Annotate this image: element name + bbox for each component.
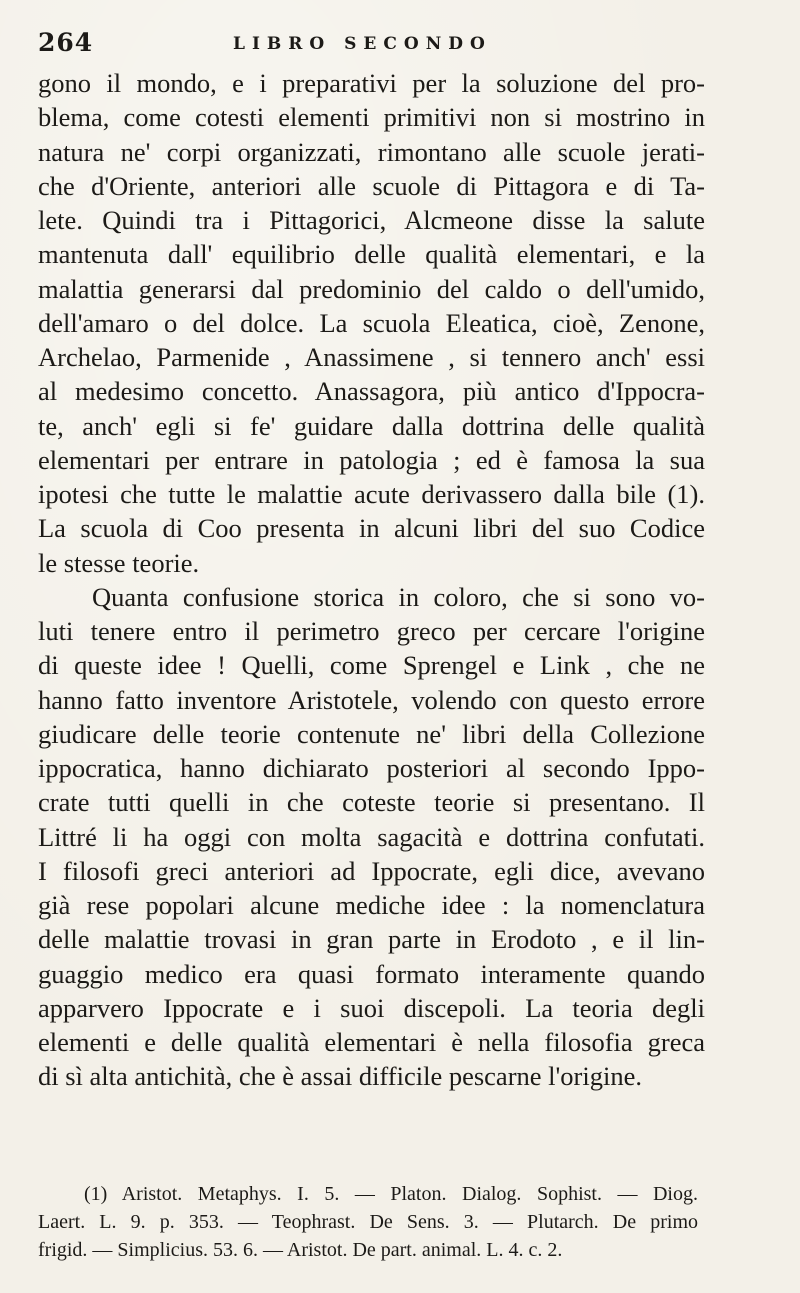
footnotes [38, 1180, 698, 1264]
text-line: elementi e delle qualità elementari è nella filosofia greca [38, 1027, 705, 1057]
footnote-line: Laert. L. 9. p. 353. — Teophrast. De Sens. 3. — Plutarch. De primo [38, 1211, 698, 1233]
text-line: natura ne' corpi organizzati, rimontano alle scuole jerati- [38, 136, 705, 167]
text-line: gono il mondo, e i preparativi per la soluzione del pro- [38, 68, 705, 98]
text-line: apparvero Ippocrate e i suoi discepoli. La teoria degli [38, 992, 705, 1023]
page-header [38, 28, 738, 68]
text-line: luti tenere entro il perimetro greco per cercare l'origine [38, 616, 705, 646]
text-line: dell'amaro o del dolce. La scuola Eleatica, cioè, Zenone, [38, 307, 705, 338]
text-line: Archelao, Parmenide , Anassimene , si tennero anch' essi [38, 342, 705, 372]
text-line: I filosofi greci anteriori ad Ippocrate, egli dice, avevano [38, 855, 705, 886]
text-line: ipotesi che tutte le malattie acute derivassero dalla bile (1). [38, 479, 705, 509]
text-line: hanno fatto inventore Aristotele, volendo con questo errore [38, 684, 705, 715]
running-head: LIBRO SECONDO [233, 34, 492, 54]
text-line: delle malattie trovasi in gran parte in Erodoto , e il lin- [38, 924, 705, 955]
text-line: Littré li ha oggi con molta sagacità e dottrina confutati. [38, 821, 705, 852]
text-line: di sì alta antichità, che è assai difficile pescarne l'origine. [38, 1061, 642, 1092]
text-line: La scuola di Coo presenta in alcuni libri del suo Codice [38, 513, 705, 544]
text-line: malattia generarsi dal predominio del caldo o dell'umido, [38, 273, 705, 304]
body-text [38, 66, 705, 1094]
text-line: mantenuta dall' equilibrio delle qualità elementari, e la [38, 239, 705, 270]
text-line: elementari per entrare in patologia ; ed è famosa la sua [38, 444, 705, 475]
text-line: le stesse teorie. [38, 547, 200, 578]
text-line: che d'Oriente, anteriori alle scuole di Pittagora e di Ta- [38, 170, 705, 201]
text-line: Quanta confusione storica in coloro, che si sono vo- [92, 581, 705, 612]
text-line: crate tutti quelli in che coteste teorie si presentano. Il [38, 787, 705, 818]
text-line: già rese popolari alcune mediche idee : la nomenclatura [38, 890, 705, 920]
text-line: di queste idee ! Quelli, come Sprengel e Link , che ne [38, 650, 705, 681]
text-line: te, anch' egli si fe' guidare dalla dottrina delle qualità [38, 410, 705, 441]
text-line: ippocratica, hanno dichiarato posteriori al secondo Ippo- [38, 753, 705, 783]
footnote-line: frigid. — Simplicius. 53. 6. — Aristot. De part. animal. L. 4. c. 2. [38, 1239, 563, 1261]
text-line: giudicare delle teorie contenute ne' libri della Collezione [38, 718, 705, 749]
text-line: blema, come cotesti elementi primitivi non si mostrino in [38, 102, 705, 133]
text-line: lete. Quindi tra i Pittagorici, Alcmeone disse la salute [38, 205, 705, 235]
text-line: al medesimo concetto. Anassagora, più antico d'Ippocra- [38, 376, 705, 407]
text-line: guaggio medico era quasi formato interamente quando [38, 958, 705, 989]
page-number: 264 [38, 28, 94, 57]
footnote-line: (1) Aristot. Metaphys. I. 5. — Platon. Dialog. Sophist. — Diog. [84, 1183, 698, 1205]
